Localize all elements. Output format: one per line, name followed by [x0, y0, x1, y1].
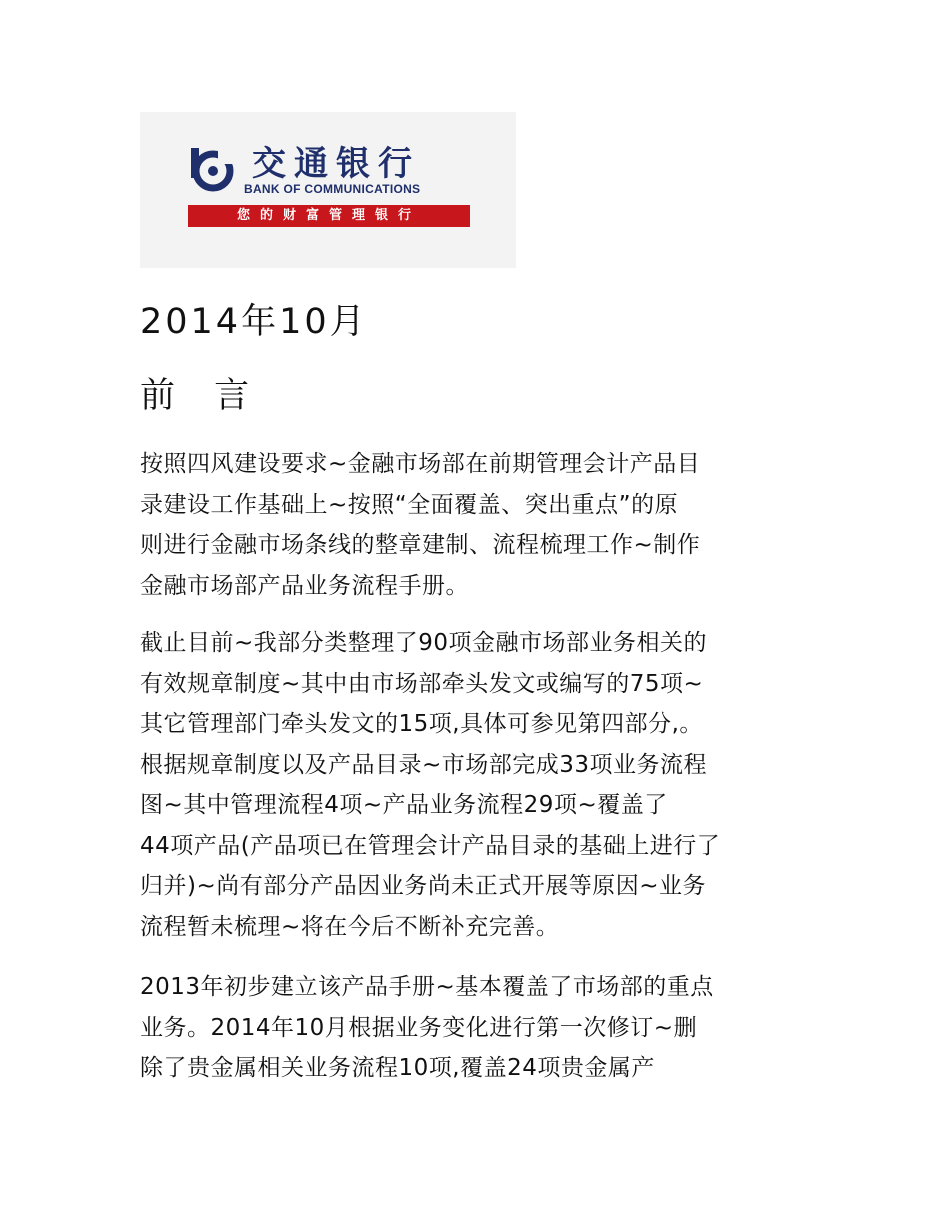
logo-chinese-name: 交通银行 — [252, 144, 420, 184]
paragraph-line: 截止目前~我部分类整理了90项金融市场部业务相关的 — [140, 630, 708, 656]
paragraph-line: 除了贵金属相关业务流程10项,覆盖24项贵金属产 — [140, 1055, 655, 1081]
paragraph-line: 2013年初步建立该产品手册~基本覆盖了市场部的重点 — [140, 974, 714, 1000]
paragraph-line: 根据规章制度以及产品目录~市场部完成33项业务流程 — [140, 751, 708, 778]
paragraph-3 — [140, 967, 820, 1089]
logo-english-name: BANK OF COMMUNICATIONS — [244, 182, 421, 196]
paragraph-line: 其它管理部门牵头发文的15项,具体可参见第四部分,。 — [140, 711, 703, 737]
paragraph-line: 有效规章制度~其中由市场部牵头发文或编写的75项~ — [140, 670, 704, 697]
bank-logo — [140, 112, 516, 268]
logo-slogan: 您的财富管理银行 — [188, 205, 470, 227]
bank-emblem-icon — [188, 146, 236, 194]
section-heading: 前 言 — [140, 376, 264, 416]
paragraph-line: 业务。2014年10月根据业务变化进行第一次修订~删 — [140, 1014, 698, 1041]
document-date: 2014年10月 — [140, 302, 368, 342]
paragraph-line: 金融市场部产品业务流程手册。 — [140, 572, 469, 599]
paragraph-line: 流程暂未梳理~将在今后不断补充完善。 — [140, 913, 560, 940]
paragraph-2 — [140, 623, 820, 947]
paragraph-line: 图~其中管理流程4项~产品业务流程29项~覆盖了 — [140, 792, 668, 818]
paragraph-line: 44项产品(产品项已在管理会计产品目录的基础上进行了 — [140, 832, 721, 859]
paragraph-1 — [140, 444, 820, 606]
paragraph-line: 则进行金融市场条线的整章建制、流程梳理工作~制作 — [140, 532, 701, 558]
paragraph-line: 录建设工作基础上~按照“全面覆盖、突出重点”的原 — [140, 491, 679, 518]
paragraph-line: 归并)~尚有部分产品因业务尚未正式开展等原因~业务 — [140, 873, 707, 899]
paragraph-line: 按照四风建设要求~金融市场部在前期管理会计产品目 — [140, 451, 701, 477]
